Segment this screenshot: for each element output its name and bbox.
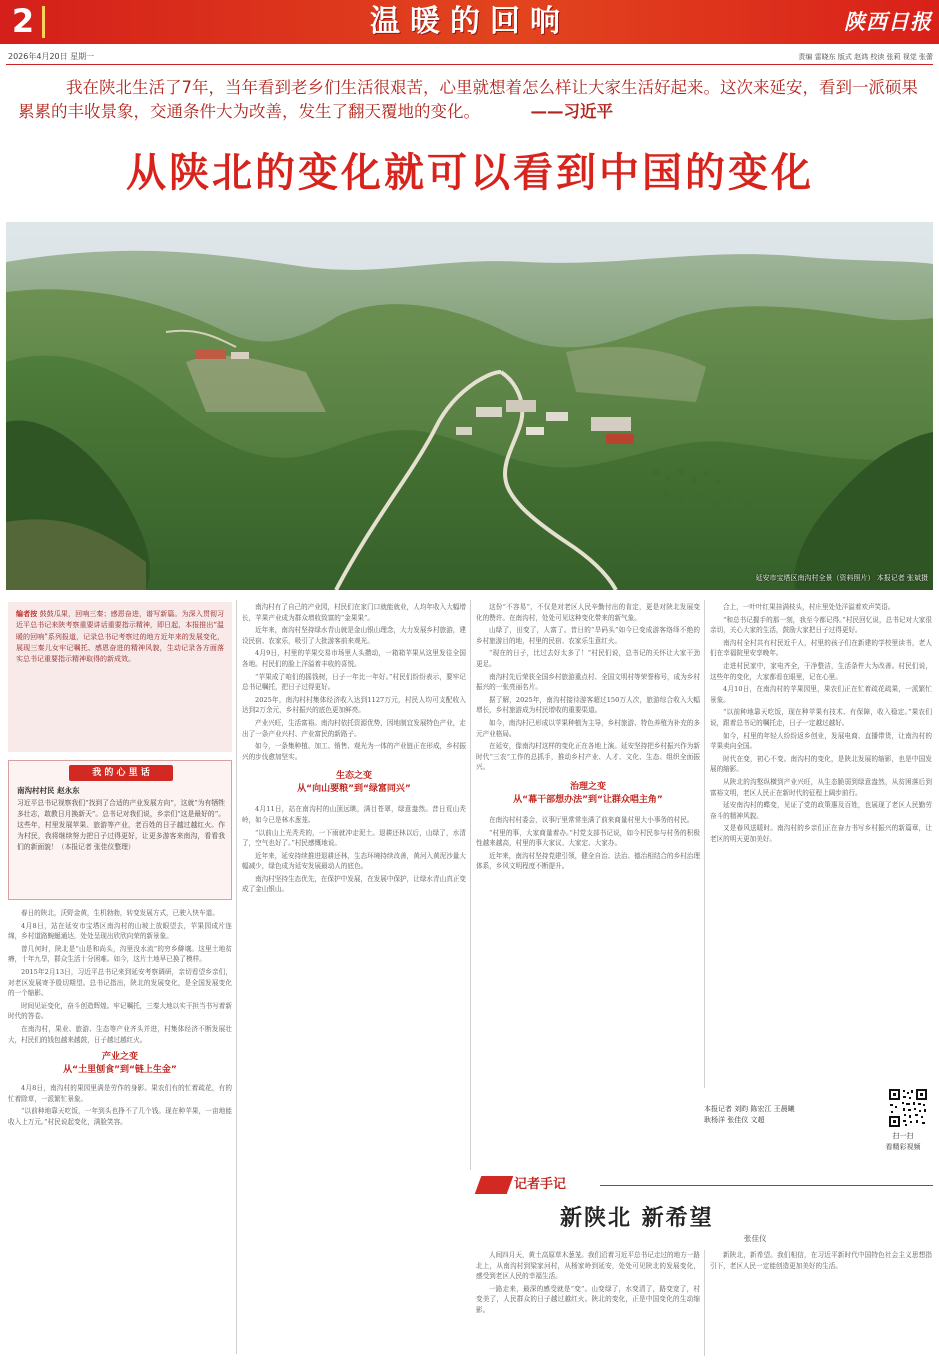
page-headline: 从陕北的变化就可以看到中国的变化 (126, 150, 814, 196)
article-paragraph: “以前种地靠天吃饭，现在种苹果有技术、有保障，收入稳定。”果农们说，跟着总书记的嘱托走，日子一定越过越好。 (710, 708, 932, 727)
editor-credits: 责编 雷晓东 版式 赵鸿 校读 张莉 视觉 张蕾 (798, 53, 933, 61)
column-divider (704, 1250, 705, 1356)
article-paragraph: 4月10日，在南沟村的苹果园里，果农们正在忙着疏花疏果，一派繁忙景象。 (710, 685, 932, 704)
article-paragraph: 如今，村里的年轻人纷纷返乡创业，发展电商、直播带货，让南沟村的苹果卖向全国。 (710, 731, 932, 751)
article-paragraph: 近年来，延安持续推进退耕还林，生态环境持续改善，黄河入黄泥沙量大幅减少，绿色成为延安发展最动人的底色。 (242, 851, 466, 871)
article-paragraph: 产业兴旺，生活富裕。南沟村依托资源优势，因地制宜发展特色产业，走出了一条产业兴村、产业富民的新路子。 (242, 718, 466, 738)
article-paragraph: 山绿了，田变了，人富了。昔日的“旱码头”如今已变成游客络绎不绝的乡村旅游目的地，村里的民宿、农家乐生意红火。 (476, 626, 700, 645)
notebook-rule (600, 1185, 933, 1186)
aerial-village-illustration (6, 222, 933, 590)
photo-caption: 延安市宝塔区南沟村全景（资料照片） 本报记者 张斌摄 (755, 574, 928, 582)
leader-quote (18, 76, 923, 126)
quote-author: ——习近平 (530, 102, 613, 121)
commentary-title: 新陕北 新希望 (560, 1205, 714, 1231)
article-paragraph: 南沟村全村共有村民近千人，村里的孩子们在新建的学校里读书，老人们在幸福院里安享晚年。 (710, 638, 932, 658)
article-paragraph: 走进村民家中，家电齐全，干净整洁，生活条件大为改善。村民们说，这些年的变化，大家都看在眼里，记在心里。 (710, 661, 932, 681)
article-paragraph: 如今，一条集种植、加工、销售、观光为一体的产业链正在形成，乡村振兴的步伐愈加坚实。 (242, 742, 466, 761)
column-divider (704, 600, 705, 1088)
article-paragraph: “苹果成了咱们的摇钱树，日子一年比一年好。”村民们纷纷表示，要牢记总书记嘱托，把日子过得更好。 (242, 672, 466, 692)
article-column-4 (710, 602, 932, 1086)
commentary-paragraph: 新陕北，新希望。我们相信，在习近平新时代中国特色社会主义思想指引下，老区人民一定能创造更加美好的生活。 (710, 1251, 932, 1270)
editor-note (8, 602, 232, 752)
article-paragraph: 4月8日，南沟村的果园里满是劳作的身影。果农们有的忙着疏花，有的忙着除草，一派繁忙景象。 (8, 1084, 232, 1103)
newspaper-logo: 陕西日报 (844, 9, 932, 34)
article-paragraph: 近年来，南沟村坚持党建引领，健全自治、法治、德治相结合的乡村治理体系，乡风文明程度不断提升。 (476, 851, 700, 871)
editor-note-text: 鼓鼓瓜果，回响三秦；感恩奋进，谱写新篇。为深入贯彻习近平总书记来陕考察重要讲话重要指示精神，即日起，本报推出“温暖的回响”系列报道，记录总书记考察过的地方近年来的发展变化，展现三秦儿女牢记嘱托、感恩奋进的精神风貌，生动记录各方面落实总书记重要指示精神取得的新成效。 (16, 610, 225, 664)
page-number: 2 (11, 2, 35, 40)
commentary-paragraph: 一路走来，最深的感受就是“变”。山变绿了，水变清了，路变宽了，村变美了，人民群众的日子越过越红火。陕北的变化，正是中国变化的生动缩影。 (476, 1284, 700, 1314)
notebook-tab-marker (475, 1176, 514, 1194)
heartfelt-words-title: 我 的 心 里 话 (69, 765, 173, 781)
article-paragraph: 如今，南沟村已形成以苹果种植为主导，乡村旅游、特色养殖为补充的多元产业格局。 (476, 718, 700, 738)
editor-note-lead: 编者按 (16, 609, 38, 618)
article-paragraph: 2025年，南沟村村集体经济收入达到1127万元，村民人均可支配收入达到2万余元，乡村振兴的底色更加鲜亮。 (242, 695, 466, 715)
article-paragraph: 南沟村先后荣获全国乡村旅游重点村、全国文明村等荣誉称号，成为乡村振兴的一张亮丽名片。 (476, 672, 700, 692)
commentary-paragraph: 人间四月天，黄土高原草木葱茏。我们沿着习近平总书记走过的地方一路北上，从南沟村到梁家河村，从杨家岭到延安，处处可见陕北的发展变化，感受到老区人民的幸福生活。 (476, 1251, 700, 1281)
article-paragraph: 从陕北的沟壑纵横到产业兴旺，从生态脆弱到绿意盎然，从贫困落后到富裕文明，老区人民正在新时代的征程上阔步前行。 (710, 777, 932, 797)
date-line: 2026年4月20日 星期一 (8, 52, 95, 61)
section-subhead-governance: 治理之变 从“幕干部想办法”到“让群众唱主角” (513, 781, 663, 805)
article-paragraph: “村里的事，大家商量着办。”村党支部书记说，如今村民参与村务的积极性越来越高，村里的事大家议、大家定、大家办。 (476, 828, 700, 848)
article-paragraph: “现在的日子，比过去好太多了！”村民们说，总书记的关怀让大家干劲更足。 (476, 649, 700, 668)
article-paragraph: 曾几何时，陕北是“山是和尚头，沟里没水流”的穷乡僻壤。这里土地贫瘠，十年九旱，群众生活十分困难。如今，这片土地早已换了模样。 (8, 944, 232, 964)
commentary-author: 张佳仪 (744, 1234, 767, 1243)
article-paragraph: “和总书记握手的那一刻，我至今都记得。”村民回忆说，总书记对大家很亲切，关心大家的生活，鼓励大家把日子过得更好。 (710, 615, 932, 635)
commentary-column-2 (710, 1250, 932, 1358)
article-paragraph: “以前山上光秃秃的，一下雨就冲走泥土。退耕还林以后，山绿了，水清了，空气也好了。”村民感慨地说。 (242, 828, 466, 848)
column-divider (236, 600, 237, 1354)
article-paragraph: 4月8日，站在延安市宝塔区南沟村的山坡上放眼望去，苹果园成片连绵，乡村道路蜿蜒通达，处处呈现出欣欣向荣的新景象。 (8, 921, 232, 941)
article-paragraph: 在延安，像南沟村这样的变化正在各地上演。延安坚持把乡村振兴作为新时代“三农”工作的总抓手，推动乡村产业、人才、文化、生态、组织全面振兴。 (476, 742, 700, 772)
article-paragraph: “以前种地靠天吃饭，一年到头也挣不了几个钱。现在种苹果，一亩地能收入上万元。”村民说起变化，满脸笑容。 (8, 1107, 232, 1126)
article-paragraph: 2015年2月13日，习近平总书记来到延安考察调研，亲切看望乡亲们，对老区发展寄予殷切期望。总书记指出，陕北的发展变化，是全国发展变化的一个缩影。 (8, 967, 232, 998)
notebook-label: 记者手记 (514, 1177, 567, 1192)
article-paragraph: 这份“不容易”，不仅是对老区人民辛勤付出的肯定，更是对陕北发展变化的赞许。在南沟村，处处可见这种变化带来的新气象。 (476, 603, 700, 622)
article-paragraph: 在南沟村村委会，议事厅里常常坐满了前来商量村里大小事务的村民。 (489, 815, 694, 824)
article-paragraph: 4月11日，站在南沟村的山顶远眺，满目苍翠，绿意盎然。昔日荒山秃岭，如今已是林木葱茏。 (242, 805, 466, 824)
page-number-divider (42, 6, 45, 38)
article-paragraph: 近年来，南沟村坚持绿水青山就是金山银山理念，大力发展乡村旅游，建设民宿、农家乐，吸引了大批游客前来观光。 (242, 626, 466, 645)
article-paragraph: 合上，一叶叶红果挂满枝头，村庄里处处洋溢着欢声笑语。 (723, 603, 895, 611)
article-paragraph: 据了解，2025年，南沟村接待游客超过150万人次，旅游综合收入大幅增长，乡村旅游成为村民增收的重要渠道。 (476, 695, 700, 715)
section-title: 温暖的回响 (370, 4, 570, 39)
column-divider (470, 600, 471, 1170)
section-subhead-ecology: 生态之变 从“向山要粮”到“绿富同兴” (297, 771, 411, 795)
villager-words: 习近平总书记视察我们“找到了合适的产业发展方向”，这就“为有牺牲多壮志，敢教日月换新天”。总书记对我们说，乡亲们“这是最好的”。这些年，村里发展苹果、旅游等产业，老百姓的日子越过越红火。作为村民，我将继续努力把日子过得更好，让更多游客来南沟，看看我们的新面貌！（本报记者 张佳仪整理） (17, 799, 225, 851)
heartfelt-words-box (8, 760, 232, 900)
article-paragraph: 时间见证变化，奋斗创造辉煌。牢记嘱托，三秦大地以实干担当书写着新时代的答卷。 (8, 1001, 232, 1021)
article-paragraph: 4月9日，村里的苹果交易市场里人头攒动，一箱箱苹果从这里发往全国各地。村民们的脸上洋溢着丰收的喜悦。 (242, 649, 466, 668)
article-paragraph: 在南沟村，果业、旅游、生态等产业齐头并进，村集体经济不断发展壮大，村民们的钱包越来越鼓，日子越过越红火。 (8, 1024, 232, 1044)
article-paragraph: 南沟村有了自己的产业园，村民们在家门口就能就业，人均年收入大幅增长，苹果产业成为群众增收致富的“金果果”。 (242, 603, 466, 622)
article-paragraph: 南沟村坚持生态优先，在保护中发展，在发展中保护，让绿水青山真正变成了金山银山。 (242, 874, 466, 894)
quote-text: 我在陕北生活了7年，当年看到老乡们生活很艰苦，心里就想着怎么样让大家生活好起来。这次来延安，看到一派硕果累累的丰收景象，交通条件大为改善，发生了翻天覆地的变化。 (18, 78, 918, 121)
commentary-column-1 (476, 1250, 700, 1358)
qr-code-icon[interactable] (888, 1088, 928, 1128)
article-paragraph: 又是春风送暖时。南沟村的乡亲们正在奋力书写乡村振兴的新篇章，让老区的明天更加美好。 (710, 824, 932, 843)
article-paragraph: 延安南沟村的蝶变，见证了党的政策惠及百姓，也展现了老区人民勤劳奋斗的精神风貌。 (710, 801, 932, 820)
villager-name: 南沟村村民 赵永东 (17, 786, 80, 795)
article-paragraph: 时代在变，初心不变。南沟村的变化，是陕北发展的缩影，也是中国发展的缩影。 (710, 754, 932, 774)
article-column-2 (242, 602, 466, 1354)
header-rule (6, 64, 933, 65)
aerial-village-photo (6, 222, 933, 590)
article-paragraph: 春日的陕北，沃野金黄，生机勃勃，转变发展方式，已驶入快车道。 (21, 909, 219, 917)
reporter-credits: 本报记者 刘昀 陈宏江 王晨曦 耿杨洋 张佳仪 文超 (704, 1105, 795, 1124)
qr-code-graphic (888, 1088, 928, 1128)
article-column-3 (476, 602, 700, 1168)
section-subhead-industry: 产业之变 从“土里刨食”到“链上生金” (63, 1052, 177, 1076)
qr-label: 扫一扫 看精彩视频 (885, 1132, 921, 1151)
article-column-1 (8, 908, 232, 1358)
